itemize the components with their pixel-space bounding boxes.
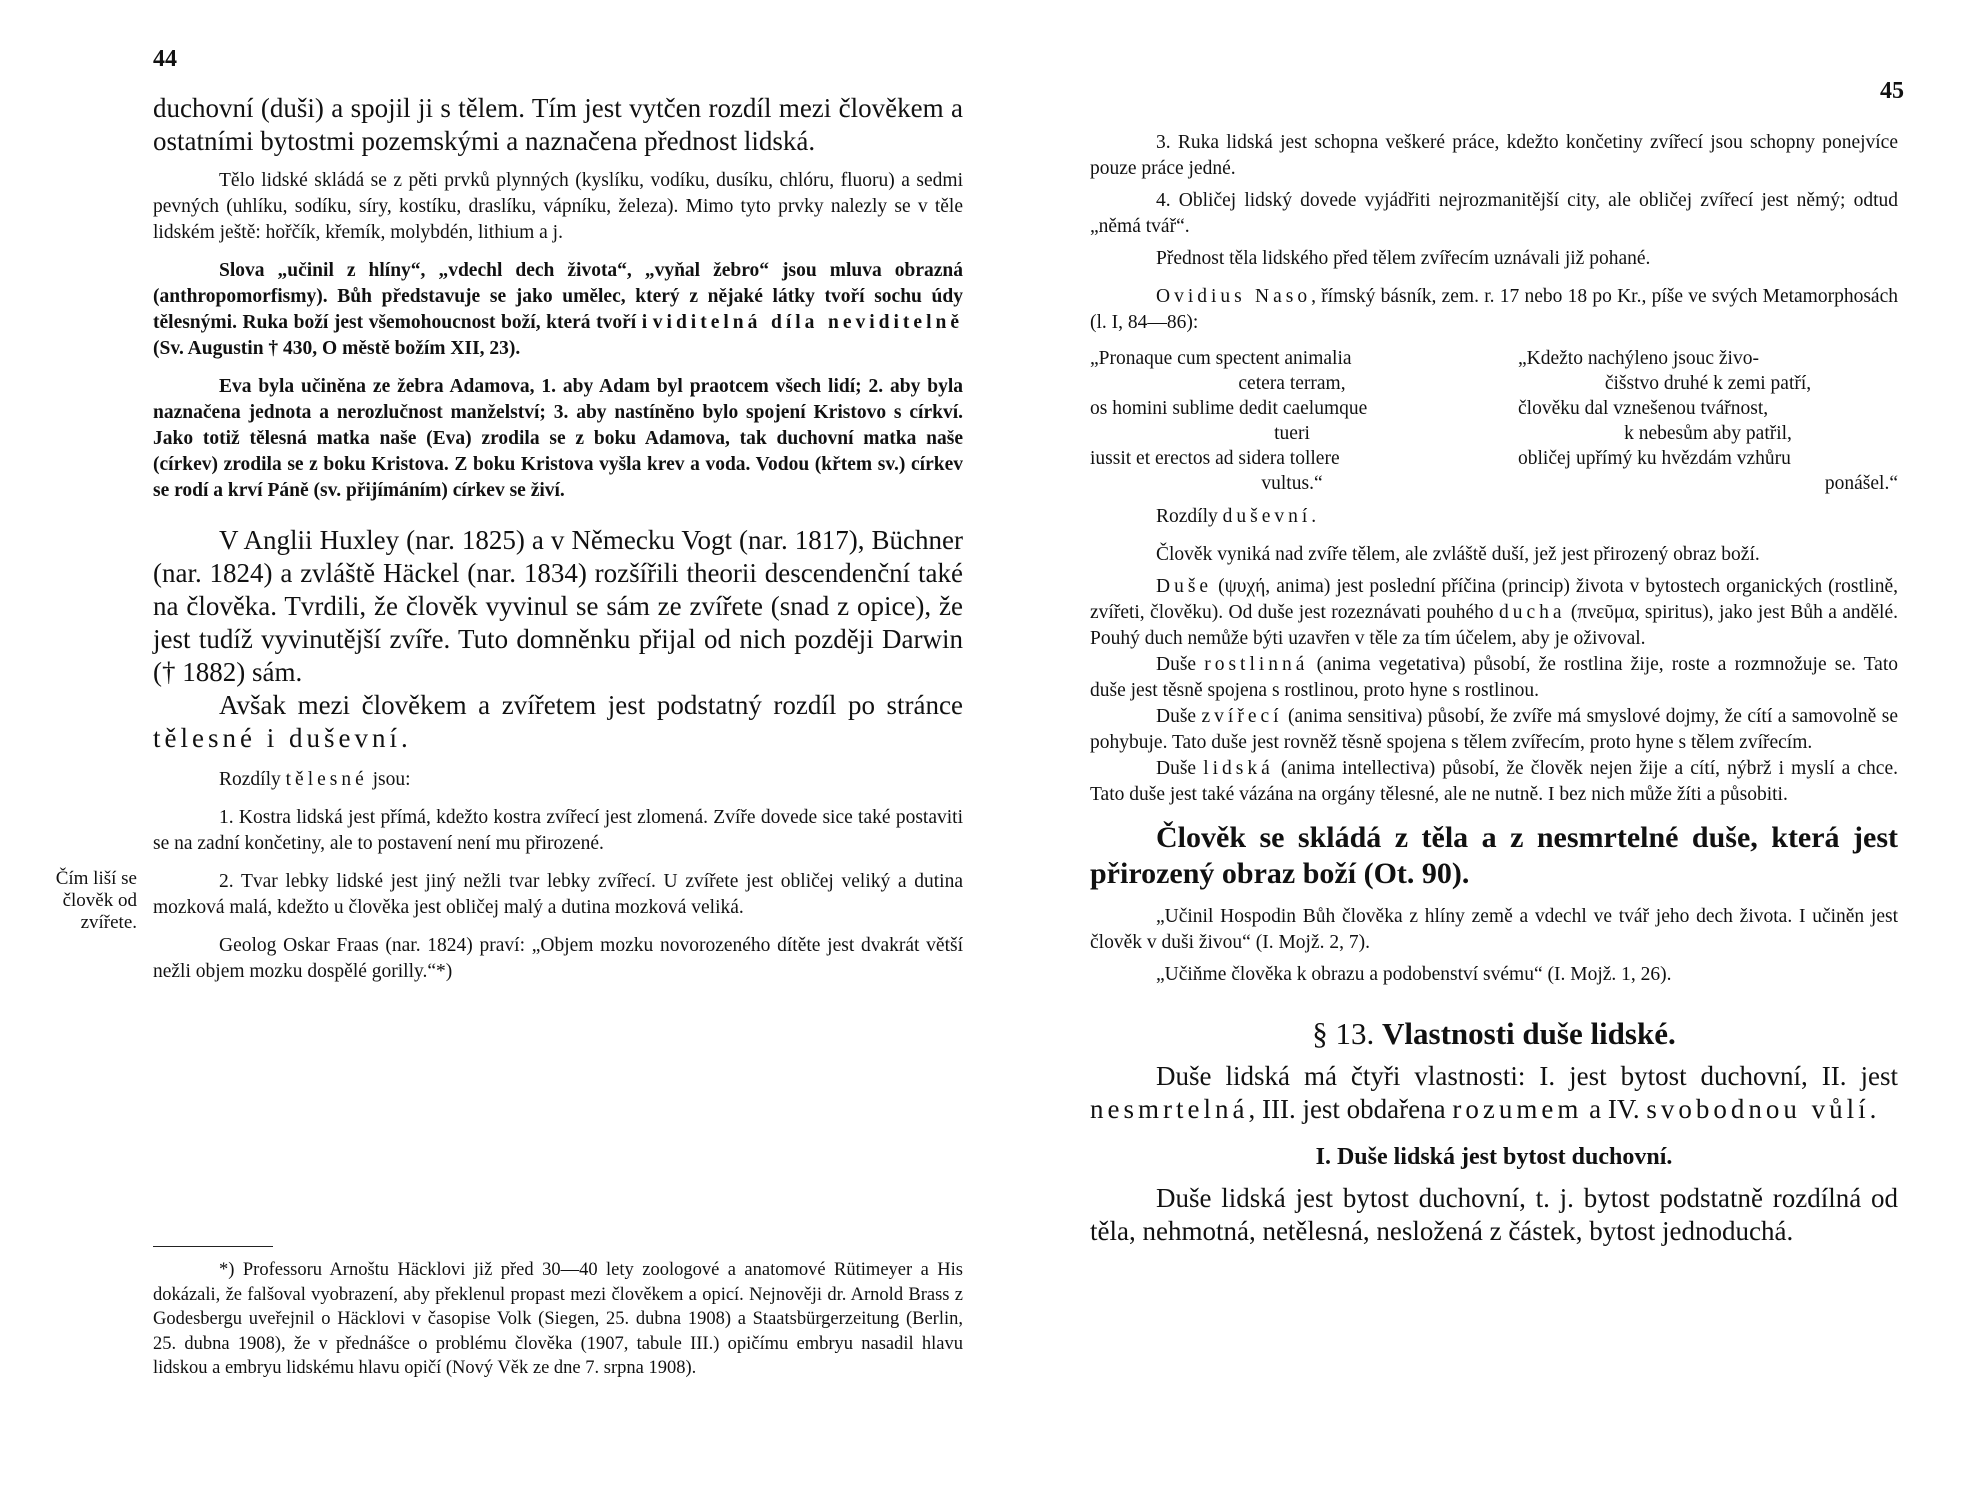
- left-column: [153, 92, 963, 985]
- poem-line: obličej upřímý ku hvězdám vzhůru: [1518, 448, 1791, 469]
- spaced-text: tělesné i duševní: [153, 723, 401, 753]
- geolog-paragraph: Geolog Oskar Fraas (nar. 1824) praví: „Objem mozku novorozeného dítěte jest dvakrát větší nežli objem mozku dospělé gorilly.“*): [153, 935, 963, 982]
- text-run: (Sv. Augustin † 430, O městě božím XII, 23).: [153, 338, 521, 359]
- poem-czech: [1494, 346, 1898, 496]
- section-title: Vlastnosti duše lidské.: [1382, 1016, 1676, 1051]
- spaced-text: duševní: [1222, 506, 1312, 527]
- animal-soul-paragraph: [1090, 704, 1898, 756]
- text-run: .: [400, 723, 408, 753]
- huxley-paragraph: V Anglii Huxley (nar. 1825) a v Německu Vogt (nar. 1817), Büchner (nar. 1824) a zvláště Häckel (nar. 1834) rozšířili theorii descendenční také na člověka. Tvrdili, že člověk vyvinul se sám ze zvířete (snad z opice), že jest tudíž vyvinutější zvíře. Tuto domněnku přijal od nich později Darwin († 1882) sám.: [153, 525, 963, 687]
- poem-line: iussit et erectos ad sidera tollere: [1090, 448, 1340, 469]
- footnote-text: *) Professoru Arnoštu Häcklovi již před 30—40 lety zoologové a anatomové Rütimeyer a His dokázali, že falšoval vyobrazení, aby překlenul propast mezi člověkem a opicí. Nejnověji dr. Arnold Brass z Godesbergu uveřejnil o Häcklovi v časopise Volk (Siegen, 25. dubna 1908) a Staatsbürgerzeitung (Berlin, 25. dubna 1908), že v přednášce o problému člověka (1907, tabule III.) opičímu embryu nasadil hlavu lidskou a embryu lidskému hlavu opičí (Nový Věk ze dne 7. srpna 1908).: [153, 1260, 963, 1378]
- text-run: (anima sensitiva) působí, že zvíře má smyslové dojmy, že cítí a samovolně se pohybuje. Tato duše jest rovněž těsně spojena s tělem zvířecím, proto hyne s tělem zvířecím.: [1090, 706, 1898, 753]
- text-run: .: [1869, 1094, 1877, 1124]
- list-item-4: 4. Obličej lidský dovede vyjádřiti nejrozmanitější city, ale obličej zvířecí jest němý; odtud „němá tvář“.: [1090, 190, 1898, 237]
- spaced-text: rozumem: [1452, 1094, 1583, 1124]
- margin-note: Čím liší se člověk od zvířete.: [55, 868, 137, 933]
- text-run: a IV.: [1582, 1094, 1647, 1124]
- poem-line: „Kdežto nachýleno jsouc živo-: [1518, 348, 1759, 369]
- poem-line: cetera terram,: [1238, 373, 1346, 394]
- section-heading: [1090, 1014, 1898, 1054]
- human-soul-paragraph: [1090, 756, 1898, 808]
- spaced-text: lidská: [1203, 758, 1274, 779]
- quote-genesis-2-7: „Učinil Hospodin Bůh člověka z hlíny země a vdechl ve tvář jeho dech života. I učiněn jest člověk v duši živou“ (I. Mojž. 2, 7).: [1090, 906, 1898, 953]
- right-column: [1090, 130, 1898, 1248]
- spaced-text: nesmrtelná: [1090, 1094, 1249, 1124]
- text-run: jsou:: [367, 769, 411, 790]
- list-item-2: 2. Tvar lebky lidské jest jiný nežli tvar lebky zvířecí. U zvířete jest obličej veliký a dutina mozková malá, kdežto u člověka jest obličej malý a dutina mozková veliká.: [153, 871, 963, 918]
- poem-line: „Pronaque cum spectent animalia: [1090, 348, 1352, 369]
- footnote: [153, 1258, 963, 1381]
- ovidius-paragraph: [1090, 284, 1898, 336]
- poem-line: ponášel.“: [1824, 473, 1898, 494]
- body-elements-paragraph: Tělo lidské skládá se z pěti prvků plynných (kyslíku, vodíku, dusíku, chlóru, fluoru) a sedmi pevných (uhlíku, sodíku, síry, kostíku, draslíku, vápníku, železa). Mimo tyto prvky nalezly se v těle lidském ještě: hořčík, křemík, molybdén, lithium a j.: [153, 170, 963, 243]
- spaced-text: zvířecí: [1201, 706, 1283, 727]
- mental-differences-heading: [1090, 504, 1898, 530]
- poem-line: čišstvo druhé k zemi patří,: [1604, 373, 1812, 394]
- spaced-text: svobodnou vůlí: [1646, 1094, 1870, 1124]
- text-run: (anima vegetativa) působí, že rostlina žije, roste a rozmnožuje se. Tato duše jest těsně spojena s rostlinou, proto hyne s rostlinou.: [1090, 654, 1899, 701]
- poem-line: člověku dal vznešenou tvářnost,: [1518, 398, 1769, 419]
- poem-latin: [1090, 346, 1494, 496]
- poem-table: [1090, 346, 1898, 496]
- properties-paragraph: [1090, 1060, 1898, 1126]
- text-run: Duše: [1156, 758, 1204, 779]
- excels-paragraph: Člověk vyniká nad zvíře tělem, ale zvláště duší, jež jest přirozený obraz boží.: [1156, 544, 1760, 565]
- text-run: Rozdíly: [219, 769, 286, 790]
- right-page: [990, 0, 1980, 1500]
- poem-line: vultus.“: [1261, 473, 1323, 494]
- doctrine-heading: Člověk se skládá z těla a z nesmrtelné duše, která jest přirozený obraz boží (Ot. 90).: [1090, 821, 1898, 890]
- text-run: Duše lidská má čtyři vlastnosti: I. jest bytost duchovní, II. jest: [1156, 1061, 1898, 1091]
- spaced-text: Duše: [1156, 576, 1213, 597]
- text-run: , římský básník, zem. r. 17 nebo 18 po Kr., píše ve svých Metamorphosách (l. I, 84—86):: [1090, 286, 1898, 333]
- page-number: 44: [153, 46, 177, 72]
- spaced-text: ducha: [1498, 602, 1566, 623]
- text-run: (ψυχή, anima) jest poslední příčina (princip) života v bytostech organických (rostlině, zvířeti, člověku). Od duše jest rozeznávati pouhého: [1090, 576, 1898, 623]
- poem-line: tueri: [1274, 423, 1310, 444]
- final-paragraph: Duše lidská jest bytost duchovní, t. j. bytost podstatně rozdílná od těla, nehmotná, netělesná, nesložená z částek, bytost jednoduchá.: [1090, 1183, 1898, 1246]
- bodily-differences-heading: [153, 767, 963, 793]
- difference-paragraph: [153, 689, 963, 755]
- spaced-text: rostlinná: [1204, 654, 1309, 675]
- text-run: Duše: [1156, 654, 1205, 675]
- pagan-paragraph: Přednost těla lidského před tělem zvířecím uznávali již pohané.: [1156, 248, 1651, 269]
- text-run: Rozdíly: [1156, 506, 1223, 527]
- spaced-text: viditelná díla neviditelně: [652, 312, 963, 333]
- plant-soul-paragraph: [1090, 652, 1898, 704]
- eve-paragraph: Eva byla učiněna ze žebra Adamova, 1. aby Adam byl praotcem všech lidí; 2. aby byla naznačena jednota a nerozlučnost manželství; 3. aby nastíněno bylo spojení Kristovo s církví. Jako totiž tělesná matka naše (Eva) zrodila se z boku Adamova, tak duchovní matka naše (církev) zrodila se z boku Kristova. Z boku Kristova vyšla krev a voda. Vodou (křtem sv.) církev se rodí a krví Páně (sv. přijímáním) církev se živí.: [153, 376, 963, 501]
- list-item-3: 3. Ruka lidská jest schopna veškeré práce, kdežto končetiny zvířecí jsou schopny ponejvíce pouze práce jedné.: [1090, 132, 1898, 179]
- spaced-text: tělesné: [285, 769, 368, 790]
- footnote-rule: [153, 1246, 273, 1247]
- text-run: (πνεῦμα, spiritus), jako jest Bůh a andělé. Pouhý duch nemůže býti uzavřen v těle za tím účelem, aby je oživoval.: [1090, 602, 1898, 649]
- text-run: , III. jest obdařena: [1248, 1094, 1453, 1124]
- poem-line: k nebesům aby patřil,: [1624, 423, 1792, 444]
- intro-paragraph: duchovní (duši) a spojil ji s tělem. Tím jest vytčen rozdíl mezi člověkem a ostatními bytostmi pozemskými a naznačena přednost lidská.: [153, 93, 963, 156]
- metaphor-paragraph: [153, 258, 963, 362]
- section-number: § 13.: [1312, 1016, 1375, 1051]
- page-number: 45: [1880, 78, 1904, 104]
- text-run: Slova „učinil z hlíny“, „vdechl dech života“, „vyňal žebro“ jsou mluva obrazná (anthropomorfismy). Bůh představuje se jako umělec, který z nějaké látky tvoří sochu údy tělesnými. Ruka boží jest všemohoucnost boží, která tvoří i: [153, 260, 963, 333]
- text-run: (anima intellectiva) působí, že člověk nejen žije a cítí, nýbrž i myslí a chce. Tato duše jest také vázána na orgány tělesné, ale ne nutně. I bez nich může žíti a působiti.: [1090, 758, 1898, 805]
- list-item-1: 1. Kostra lidská jest přímá, kdežto kostra zvířecí jest zlomená. Zvíře dovede sice také postaviti se na zadní končetiny, ale to postavení není mu přirozené.: [153, 807, 963, 854]
- text-run: Duše: [1156, 706, 1202, 727]
- text-run: .: [1311, 506, 1317, 527]
- text-run: Avšak mezi člověkem a zvířetem jest podstatný rozdíl po stránce: [219, 690, 963, 720]
- spaced-text: Ovidius Naso: [1156, 286, 1312, 307]
- quote-genesis-1-26: „Učiňme člověka k obrazu a podobenství svému“ (I. Mojž. 1, 26).: [1156, 964, 1672, 985]
- soul-paragraph: [1090, 574, 1898, 652]
- poem-line: os homini sublime dedit caelumque: [1090, 398, 1368, 419]
- subsection-heading: I. Duše lidská jest bytost duchovní.: [1315, 1144, 1673, 1170]
